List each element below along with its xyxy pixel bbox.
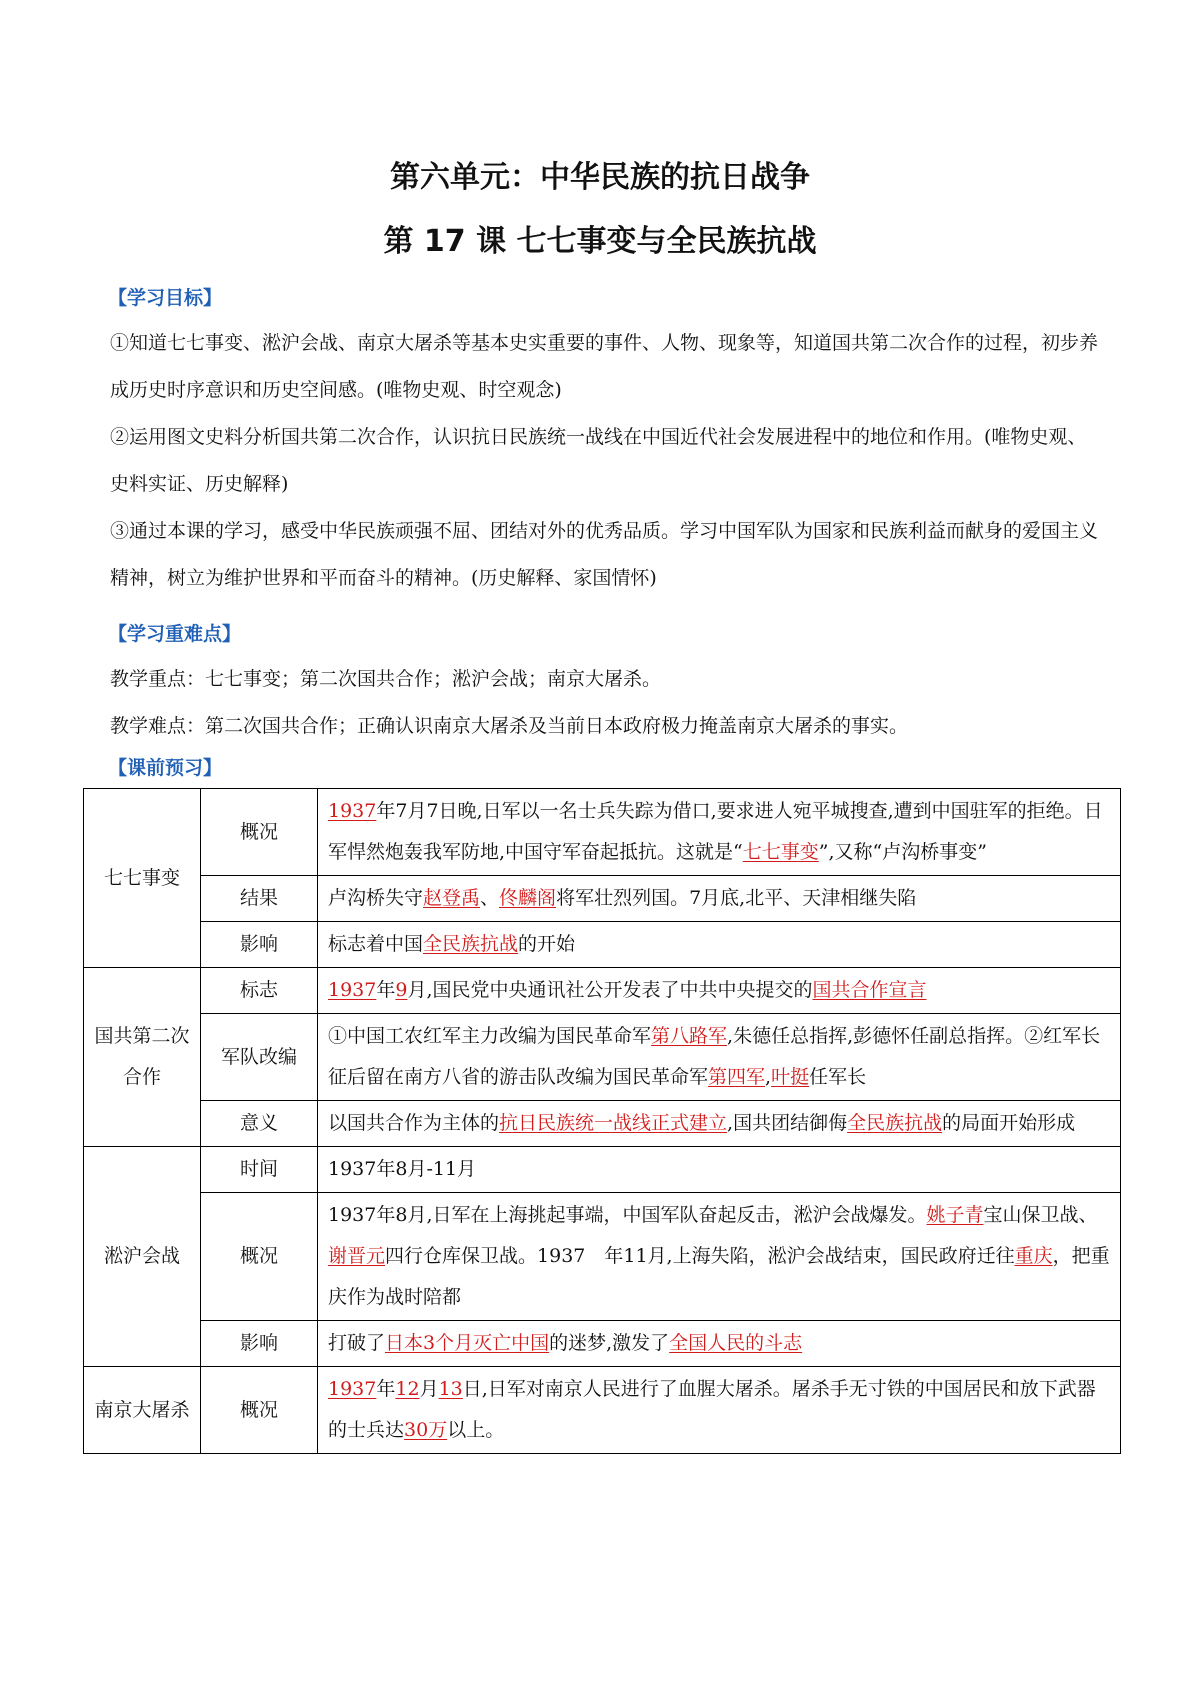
key-points (110, 656, 1100, 750)
answer-key-text: 第八路军 (651, 1025, 728, 1047)
content-text: 卢沟桥失守 (328, 887, 424, 909)
answer-key-text: 30万 (404, 1419, 448, 1441)
content-text: 以上。 (447, 1419, 505, 1441)
content-text: ,朱德任总指挥,彭德怀任副总指挥。②红军长征后留在南方八省的游击队改编为国民革命军 (328, 1025, 1101, 1088)
content-text: 的局面开始形成 (942, 1112, 1076, 1134)
objective-item: ②运用图文史料分析国共第二次合作，认识抗日民族统一战线在中国近代社会发展进程中的地位和作用。(唯物史观、史料实证、历史解释) (110, 426, 1087, 495)
content-text: 的迷梦,激发了 (549, 1332, 670, 1354)
aspect-content (318, 1014, 1121, 1101)
answer-key-text: 12 (395, 1378, 420, 1400)
content-text: 宝山保卫战、 (983, 1204, 1098, 1226)
table-row (84, 1101, 1121, 1147)
table-row (84, 968, 1121, 1014)
answer-key-text: 谢晋元 (328, 1245, 386, 1267)
content-text: ”,又称“卢沟桥事变” (818, 841, 987, 863)
content-text: ，把重庆作为战时陪都 (328, 1245, 1110, 1308)
teaching-difficulty: 教学难点：第二次国共合作；正确认识南京大屠杀及当前日本政府极力掩盖南京大屠杀的事实。 (110, 715, 909, 737)
topic-cell: 国共第二次合作 (84, 968, 201, 1147)
objectives-list (110, 320, 1100, 602)
preview-table (83, 788, 1121, 1454)
aspect-content (318, 876, 1121, 922)
answer-key-text: 日本3个月灭亡中国 (385, 1332, 550, 1354)
aspect-content (318, 1101, 1121, 1147)
content-text: 月 (419, 1378, 439, 1400)
answer-key-text: 佟麟阁 (499, 887, 557, 909)
content-text: , (765, 1066, 772, 1088)
preview-heading: 【课前预习】 (108, 757, 223, 779)
answer-key-text: 1937 (328, 1378, 377, 1400)
objective-item: ①知道七七事变、淞沪会战、南京大屠杀等基本史实重要的事件、人物、现象等，知道国共第二次合作的过程，初步养成历史时序意识和历史空间感。(唯物史观、时空观念) (110, 332, 1099, 401)
table-row (84, 1367, 1121, 1454)
content-text: 年 (376, 1378, 396, 1400)
aspect-label: 军队改编 (201, 1014, 318, 1101)
aspect-content (318, 922, 1121, 968)
aspect-content (318, 789, 1121, 876)
answer-key-text: 1937 (328, 800, 377, 822)
aspect-label: 结果 (201, 876, 318, 922)
content-text: 、 (480, 887, 500, 909)
aspect-label: 时间 (201, 1147, 318, 1193)
aspect-label: 影响 (201, 922, 318, 968)
table-row (84, 1193, 1121, 1321)
content-text: 年 (376, 979, 396, 1001)
aspect-content (318, 1367, 1121, 1454)
answer-key-text: 第四军 (708, 1066, 766, 1088)
content-text: 1937年8月,日军在上海挑起事端，中国军队奋起反击，淞沪会战爆发。 (328, 1204, 927, 1226)
table-row (84, 1014, 1121, 1101)
topic-cell: 淞沪会战 (84, 1147, 201, 1367)
answer-key-text: 全民族抗战 (847, 1112, 943, 1134)
table-row (84, 1147, 1121, 1193)
aspect-content (318, 1193, 1121, 1321)
unit-title: 第六单元：中华民族的抗日战争 (390, 160, 810, 195)
teaching-focus: 教学重点：七七事变；第二次国共合作；淞沪会战；南京大屠杀。 (110, 668, 662, 690)
answer-key-text: 抗日民族统一战线正式建立 (499, 1112, 728, 1134)
aspect-label: 意义 (201, 1101, 318, 1147)
answer-key-text: 重庆 (1014, 1245, 1053, 1267)
aspect-label: 概况 (201, 1193, 318, 1321)
content-text: 任军长 (809, 1066, 867, 1088)
content-text: 的开始 (518, 933, 576, 955)
content-text: 年7月7日晚,日军以一名士兵失踪为借口,要求进人宛平城搜查,遭到中国驻军的拒绝。日军悍然炮轰我军防地,中国守军奋起抵抗。这就是“ (328, 800, 1103, 863)
content-text: 标志着中国 (328, 933, 424, 955)
aspect-label: 概况 (201, 1367, 318, 1454)
topic-cell: 南京大屠杀 (84, 1367, 201, 1454)
topic-cell: 七七事变 (84, 789, 201, 968)
table-row (84, 789, 1121, 876)
content-text: 四行仓库保卫战。1937 年11月,上海失陷，淞沪会战结束，国民政府迁往 (385, 1245, 1015, 1267)
table-row (84, 922, 1121, 968)
content-text: 打破了 (328, 1332, 386, 1354)
content-text: 将军壮烈列国。7月底,北平、天津相继失陷 (556, 887, 917, 909)
answer-key-text: 七七事变 (742, 841, 819, 863)
lesson-title: 第 17 课 七七事变与全民族抗战 (383, 224, 817, 259)
answer-key-text: 9 (395, 979, 408, 1001)
content-text: 月,国民党中央通讯社公开发表了中共中央提交的 (407, 979, 813, 1001)
content-text: ,国共团结御侮 (727, 1112, 848, 1134)
content-text: 以国共合作为主体的 (328, 1112, 500, 1134)
answer-key-text: 赵登禹 (423, 887, 481, 909)
aspect-content (318, 1147, 1121, 1193)
objectives-heading: 【学习目标】 (108, 287, 223, 309)
content-text: ①中国工农红军主力改编为国民革命军 (328, 1025, 652, 1047)
aspect-content (318, 968, 1121, 1014)
answer-key-text: 国共合作宣言 (812, 979, 927, 1001)
aspect-label: 概况 (201, 789, 318, 876)
answer-key-text: 叶挺 (771, 1066, 810, 1088)
answer-key-text: 1937 (328, 979, 377, 1001)
answer-key-text: 13 (438, 1378, 463, 1400)
aspect-content (318, 1321, 1121, 1367)
table-row (84, 876, 1121, 922)
answer-key-text: 全国人民的斗志 (669, 1332, 803, 1354)
content-text: 日,日军对南京人民进行了血腥大屠杀。屠杀手无寸铁的中国居民和放下武器的士兵达 (328, 1378, 1096, 1441)
table-row (84, 1321, 1121, 1367)
aspect-label: 影响 (201, 1321, 318, 1367)
aspect-label: 标志 (201, 968, 318, 1014)
objective-item: ③通过本课的学习，感受中华民族顽强不屈、团结对外的优秀品质。学习中国军队为国家和民族利益而献身的爱国主义精神，树立为维护世界和平而奋斗的精神。(历史解释、家国情怀) (110, 520, 1099, 589)
key-points-heading: 【学习重难点】 (108, 623, 242, 645)
answer-key-text: 姚子青 (926, 1204, 984, 1226)
content-text: 1937年8月-11月 (328, 1158, 477, 1180)
answer-key-text: 全民族抗战 (423, 933, 519, 955)
